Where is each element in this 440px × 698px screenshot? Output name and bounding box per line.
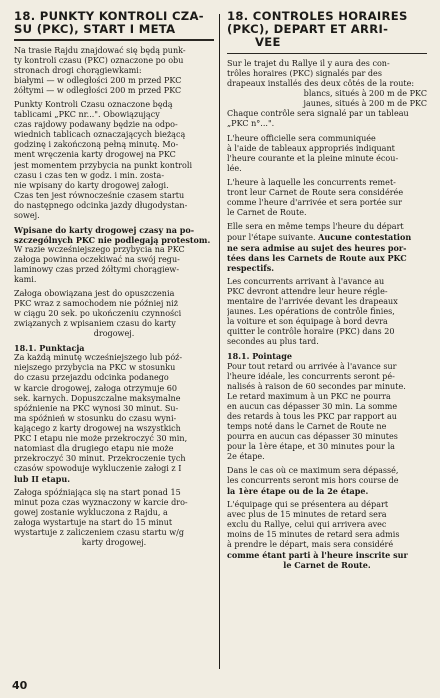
page-number: 40	[12, 679, 28, 692]
text-line: kami.	[14, 275, 37, 285]
text-line: Czas ten jest równocześnie czasem startu	[14, 190, 185, 200]
text-line: spóźnienie na PKC wynosi 30 minut. Su-	[14, 403, 179, 413]
text-fragment: pour l'étape suivante.	[227, 232, 316, 242]
text-line: czasów spowoduje wykluczenie załogi z I	[14, 463, 182, 473]
text-line: Załoga spóźniająca się na start ponad 15	[14, 487, 181, 497]
paragraph-exclusion	[227, 466, 427, 496]
text-line: lub II etapu.	[14, 473, 70, 484]
text-line: avec plus de 15 minutes de retard sera	[227, 510, 387, 520]
section-title-french	[227, 10, 427, 50]
text-line: „PKC n°...".	[227, 119, 275, 129]
text-line: minut poza czas wyznaczony w karcie dro-	[14, 498, 188, 508]
text-line: comme étant parti à l'heure inscrite sur	[227, 550, 408, 561]
paragraph-official-time	[227, 134, 427, 174]
text-line: drogowej.	[93, 329, 135, 339]
text-line: białymi — w odległości 200 m przed PKC	[14, 76, 182, 86]
text-line: moins de 15 minutes de retard sera admis	[227, 530, 400, 540]
text-line: załoga powinna oczekiwać na swój regu-	[14, 254, 180, 264]
text-line: jaunes. Les opérations de contrôle finies,	[227, 307, 395, 317]
text-line: comme l'heure d'arrivée et sera portée sur	[227, 197, 403, 207]
text-line: gowej zostanie wykluczona z Rajdu, a	[14, 508, 168, 518]
paragraph-intro	[227, 59, 427, 129]
text-line: ma spóźnień w stosunku do czasu wyni-	[14, 413, 177, 423]
text-line: niejszego przybycia na PKC w stosunku	[14, 363, 176, 373]
text-line: żółtymi — w odległości 200 m przed PKC	[14, 86, 182, 96]
text-line: szczególnych PKC nie podlegają protestom.	[14, 234, 211, 245]
subsection-heading-punktacja: 18.1. Punktacja	[14, 343, 85, 354]
text-line: tront leur Carnet de Route sera considérée	[227, 187, 404, 197]
paragraph-leave-pkc	[14, 289, 214, 339]
text-line: sek. karnych. Dopuszczalne maksymalne	[14, 393, 181, 403]
text-line: nie wpisany do karty drogowej załogi.	[14, 180, 169, 190]
text-line: kającego z karty drogowej na wszystkich	[14, 423, 181, 433]
text-line: natomiast dla drugiego etapu nie może	[14, 443, 174, 453]
paragraph-arrival-time	[227, 178, 427, 218]
title-line: (PKC), DEPART ET ARRI-	[227, 22, 389, 37]
paragraph-late-start	[14, 488, 214, 548]
text-line: la 1ère étape ou de la 2e étape.	[227, 486, 369, 497]
title-underline	[14, 39, 214, 41]
text-line: Les concurrents arrivant à l'avance au	[227, 277, 385, 287]
text-line: w ciągu 20 sek. po ukończeniu czynności	[14, 309, 182, 319]
text-fragment: Aucune contestation	[318, 231, 412, 242]
paragraph-pkc-boards	[14, 100, 214, 221]
text-line: Pour tout retard ou arrivée à l'avance sur	[227, 361, 397, 371]
text-line: Wpisane do karty drogowej czasy na po-	[14, 224, 195, 235]
text-line: przekroczyć 30 minut. Przekroczenie tych	[14, 453, 186, 463]
text-line: l'heure courante et la pleine minute écou-	[227, 153, 399, 163]
text-line: le Carnet de Route.	[227, 207, 307, 217]
text-line: do czasu przejazdu odcinka podanego	[14, 373, 169, 383]
text-line: les concurrents seront mis hors course de	[227, 476, 399, 486]
text-line: nalisés à raison de 60 secondes par minute.	[227, 381, 406, 391]
text-line: L'équipage qui se présentera au départ	[227, 500, 389, 510]
text-line: la voiture et son équipage à bord devra	[227, 317, 388, 327]
text-line: PKC devront attendre leur heure régle-	[227, 287, 388, 297]
subsection-heading-pointage: 18.1. Pointage	[227, 351, 292, 362]
text-line: Le retard maximum à un PKC ne pourra	[227, 391, 391, 401]
text-line: exclu du Rallye, celui qui arrivera avec	[227, 520, 387, 530]
text-line: des retards à tous les PKC par rapport au	[227, 411, 397, 421]
column-divider	[219, 14, 220, 669]
text-line: Dans le cas où ce maximum sera dépassé,	[227, 465, 399, 475]
text-line: czas rajdowy podawany będzie na odpo-	[14, 120, 178, 130]
text-line: temps noté dans le Carnet de Route ne	[227, 421, 387, 431]
text-line: Załoga obowiązana jest do opuszczenia	[14, 289, 175, 299]
polish-column	[14, 10, 214, 678]
text-line: tées dans les Carnets de Route aux PKC	[227, 253, 407, 264]
text-line: à prendre le départ, mais sera considéré	[227, 540, 394, 550]
text-line: le Carnet de Route.	[283, 560, 371, 571]
paragraph-late-departure	[227, 500, 427, 570]
text-line: W razie wcześniejszego przybycia na PKC	[14, 244, 185, 254]
text-line: do następnego odcinka jazdy długodystan-	[14, 200, 188, 210]
text-line: mentaire de l'arrivée devant les drapeaux	[227, 297, 398, 307]
text-line: respectifs.	[227, 263, 275, 274]
paragraph-early-arrival	[227, 277, 427, 347]
text-line: drapeaux installés des deux côtés de la route:	[227, 79, 415, 89]
text-line: en aucun cas dépasser 30 min. La somme	[227, 401, 398, 411]
text-line: PKC I etapu nie może przekroczyć 30 min,	[14, 433, 188, 443]
text-line: w karcie drogowej, załoga otrzymuje 60	[14, 383, 178, 393]
text-line: Chaque contrôle sera signalé par un tableau	[227, 109, 409, 119]
text-line: godzinę i zakończoną pełną minutę. Mo-	[14, 140, 179, 150]
text-line: PKC wraz z samochodem nie później niż	[14, 299, 178, 309]
text-line: ment wręczenia karty drogowej na PKC	[14, 150, 176, 160]
text-line: lée.	[227, 163, 242, 173]
text-line: Sur le trajet du Rallye il y aura des con-	[227, 59, 390, 69]
text-line: pour la 1ère étape, et 30 minutes pour la	[227, 441, 395, 451]
text-line: jaunes, situés à 200 m de PKC	[303, 99, 427, 109]
text-line: laminowy czas przed żółtymi chorągiew-	[14, 264, 180, 274]
title-line: SU (PKC), START I META	[14, 22, 176, 37]
text-line: wiednich tablicach oznaczających bieżącą	[14, 130, 186, 140]
text-line: Na trasie Rajdu znajdować się będą punk-	[14, 46, 186, 55]
text-line: jest momentem przybycia na punkt kontroli	[14, 160, 193, 170]
text-line: secondes au plus tard.	[227, 337, 319, 347]
text-line: blancs, situés à 200 m de PKC	[303, 89, 427, 99]
text-line: załoga wystartuje na start do 15 minut	[14, 518, 173, 528]
text-line: pourra en aucun cas dépasser 30 minutes	[227, 431, 398, 441]
text-line: tablicami „PKC nr...". Obowiązujący	[14, 110, 160, 120]
text-line: sowej.	[14, 210, 40, 220]
text-line: quitter le contrôle horaire (PKC) dans 20	[227, 327, 395, 337]
section-title-polish	[14, 10, 214, 36]
title-underline	[227, 53, 427, 55]
paragraph-intro	[14, 46, 214, 96]
text-line: Elle sera en même temps l'heure du départ	[227, 221, 404, 231]
text-line: à l'aide de tableaux appropriés indiquant	[227, 143, 395, 153]
paragraph-scoring	[14, 353, 214, 484]
text-line: 2e étape.	[227, 451, 265, 461]
title-line: 18. CONTROLES HORAIRES	[227, 10, 408, 23]
text-line: l'heure idéale, les concurrents seront pé-	[227, 371, 395, 381]
title-line: VEE	[255, 35, 281, 50]
text-line: czasu i czas ten w godz. i min. zosta-	[14, 170, 165, 180]
paragraph-protests	[14, 225, 214, 285]
title-line: 18. PUNKTY KONTROLI CZA-	[14, 10, 204, 23]
text-line: Punkty Kontroli Czasu oznaczone będą	[14, 100, 173, 110]
text-line: stronach drogi chorągiewkami:	[14, 66, 142, 76]
text-line: karty drogowej.	[81, 538, 147, 548]
text-line: L'heure officielle sera communiquée	[227, 133, 376, 143]
text-line: L'heure à laquelle les concurrents remet-	[227, 177, 396, 187]
text-line: Za każdą minutę wcześniejszego lub póź-	[14, 353, 183, 363]
text-line: ty kontroli czasu (PKC) oznaczone po obu	[14, 56, 184, 66]
paragraph-no-contest	[227, 222, 427, 273]
text-line: trôles horaires (PKC) signalés par des	[227, 69, 382, 79]
paragraph-penalties	[227, 362, 427, 462]
text-line: ne sera admise au sujet des heures por-	[227, 243, 407, 253]
french-column	[227, 10, 427, 678]
text-line: wystartuje z zaliczeniem czasu startu w/g	[14, 528, 185, 538]
text-line: związanych z wpisaniem czasu do karty	[14, 319, 176, 329]
